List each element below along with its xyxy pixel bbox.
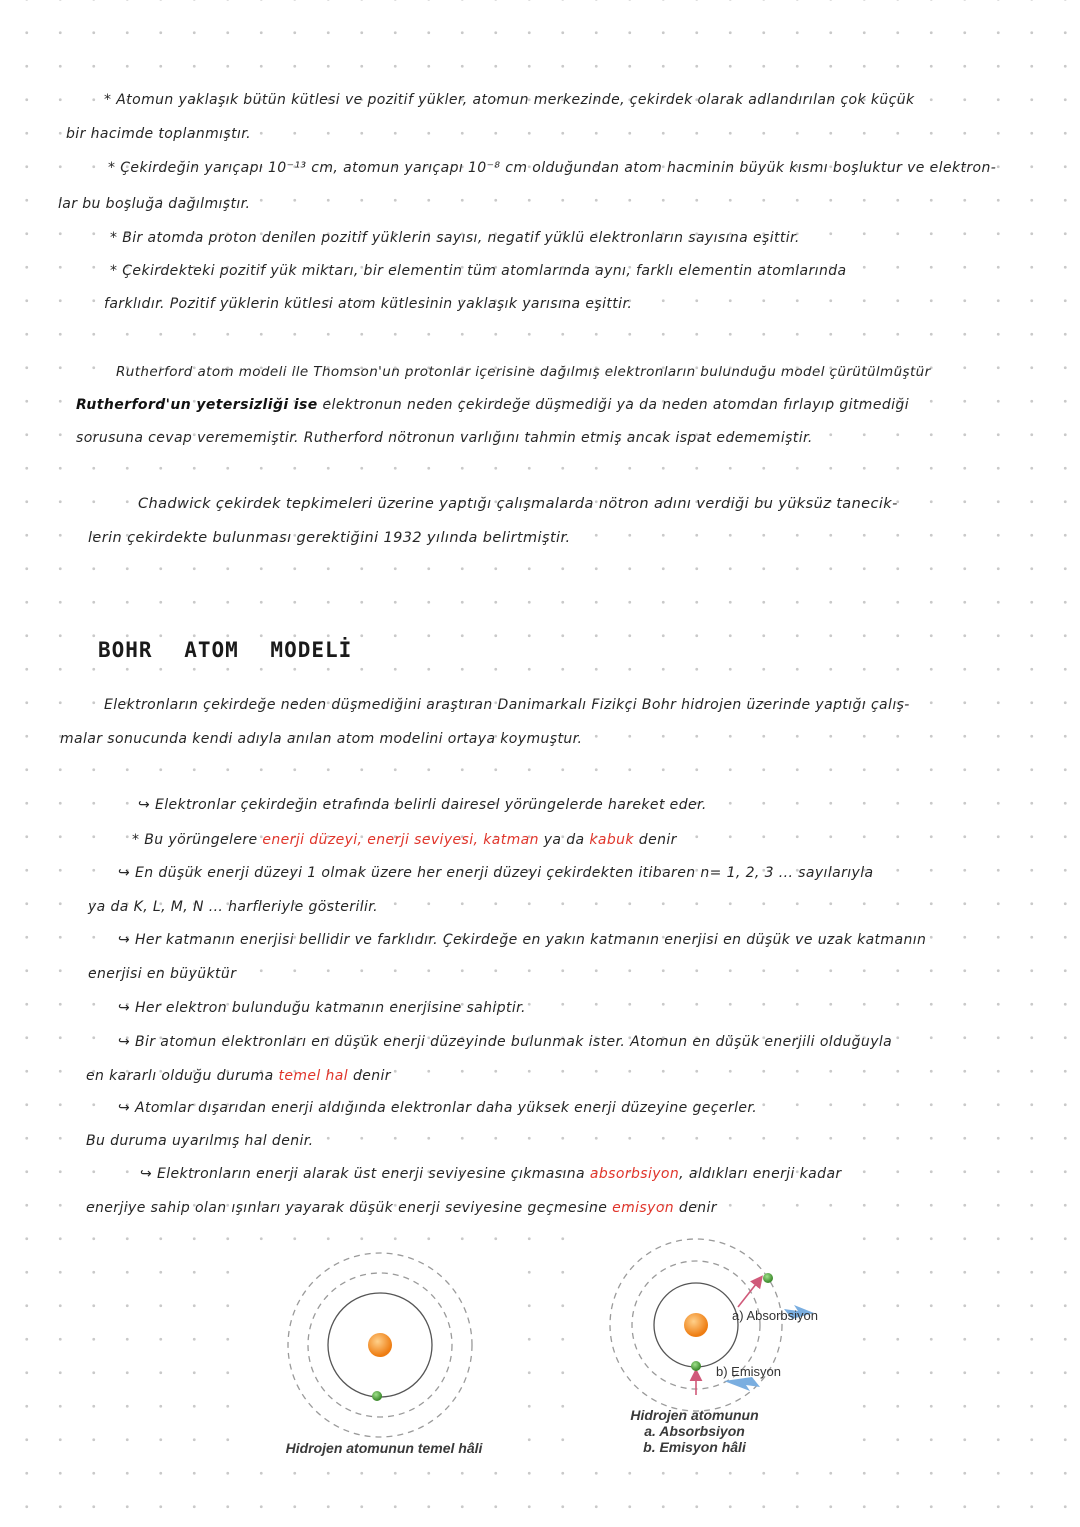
- note-line-3: * Çekirdeğin yarıçapı 10⁻¹³ cm, atomun yarıçapı 10⁻⁸ cm olduğundan atom hacminin büyük kısmı boşluktur ve elektron-: [108, 160, 997, 176]
- absorption-highlight: absorbsiyon: [589, 1166, 680, 1182]
- note-line-5: * Bir atomda proton denilen pozitif yüklerin sayısı, negatif yüklü elektronların sayısına eşittir.: [110, 230, 800, 246]
- bullet-ground-state: ↪ Bir atomun elektronları en düşük enerji düzeyinde bulunmak ister. Atomun en düşük enerjili olduğuyla: [118, 1034, 893, 1050]
- ground-state-suffix: denir: [352, 1068, 391, 1084]
- rutherford-line-2-rest: elektronun neden çekirdeğe düşmediği ya da neden atomdan fırlayıp gitmediği: [322, 397, 910, 413]
- emission-prefix: enerjiye sahip olan ışınları yayarak düşük enerji seviyesine geçmesine: [86, 1200, 608, 1216]
- bullet-absorption: [140, 1166, 842, 1182]
- absorption-emission-figure: [592, 1233, 842, 1463]
- absorption-caption-3: b. Emisyon hâli: [643, 1439, 746, 1455]
- bohr-intro-line-1: Elektronların çekirdeğe neden düşmediğini araştıran Danimarkalı Fizikçi Bohr hidrojen üzerinde yaptığı çalış-: [104, 697, 910, 713]
- ground-state-highlight: temel hal: [278, 1068, 349, 1084]
- emission-suffix: denir: [678, 1200, 717, 1216]
- orbit-names-highlight: enerji düzeyi, enerji seviyesi, katman: [262, 832, 539, 848]
- bullet-layer-energy: ↪ Her katmanın enerjisi bellidir ve farklıdır. Çekirdeğe en yakın katmanın enerjisi en düşük ve uzak katmanın: [118, 932, 927, 948]
- orbit-names-mid: ya da: [543, 832, 585, 848]
- bullet-excited-cont: Bu duruma uyarılmış hal denir.: [86, 1133, 314, 1149]
- orbit-names-prefix: * Bu yörüngelere: [132, 832, 258, 848]
- electron: [372, 1391, 382, 1401]
- note-line-2: bir hacimde toplanmıştır.: [66, 126, 252, 142]
- note-line-7: farklıdır. Pozitif yüklerin kütlesi atom kütlesinin yaklaşık yarısına eşittir.: [104, 296, 633, 312]
- page-title: BOHR ATOM MODELİ: [98, 638, 353, 662]
- ground-electron: [691, 1361, 701, 1371]
- bullet-orbit-names: [132, 832, 677, 848]
- excited-electron: [763, 1273, 773, 1283]
- rutherford-line-3: sorusuna cevap verememiştir. Rutherford nötronun varlığını tahmin etmiş ancak ispat edememiştir.: [76, 430, 813, 446]
- rutherford-line-1: Rutherford atom modeli ile Thomson'un protonlar içerisine dağılmış elektronların bulunduğu model çürütülmüştür: [116, 364, 931, 380]
- bullet-energy-levels: ↪ En düşük enerji düzeyi 1 olmak üzere her enerji düzeyi çekirdekten itibaren n= 1, 2, 3 ... sayılarıyla: [118, 865, 874, 881]
- chadwick-line-1: Chadwick çekirdek tepkimeleri üzerine yaptığı çalışmalarda nötron adını verdiği bu yüksüz tanecik-: [138, 496, 898, 512]
- emission-wave-icon: [724, 1377, 760, 1391]
- ground-state-prefix: en kararlı olduğu duruma: [86, 1068, 274, 1084]
- bullet-energy-levels-cont: ya da K, L, M, N ... harfleriyle gösterilir.: [88, 899, 379, 915]
- ground-state-diagram: [256, 1250, 508, 1462]
- bullet-layer-energy-cont: enerjisi en büyüktür: [88, 966, 237, 982]
- nucleus: [684, 1313, 708, 1337]
- note-line-1: * Atomun yaklaşık bütün kütlesi ve pozitif yükler, atomun merkezinde, çekirdek olarak adlandırılan çok küçük: [104, 92, 915, 108]
- note-line-4: lar bu boşluğa dağılmıştır.: [58, 196, 251, 212]
- chadwick-line-2: lerin çekirdekte bulunması gerektiğini 1932 yılında belirtmiştir.: [88, 530, 571, 546]
- absorption-caption-2: a. Absorbsiyon: [644, 1423, 745, 1439]
- absorption-caption-1: Hidrojen atomunun: [630, 1407, 759, 1423]
- absorption-label: a) Absorbsiyon: [732, 1308, 818, 1323]
- note-line-6: * Çekirdekteki pozitif yük miktarı, bir elementin tüm atomlarında aynı, farklı elementin atomlarında: [110, 263, 847, 279]
- orbit-names-highlight-2: kabuk: [589, 832, 634, 848]
- ground-state-caption: Hidrojen atomunun temel hâli: [285, 1440, 483, 1456]
- rutherford-weakness-label: Rutherford'un yetersizliği ise: [76, 397, 318, 413]
- bullet-excited: ↪ Atomlar dışarıdan enerji aldığında elektronlar daha yüksek enerji düzeyine geçerler.: [118, 1100, 758, 1116]
- orbit-names-suffix: denir: [638, 832, 677, 848]
- bullet-emission: [86, 1200, 717, 1216]
- nucleus: [368, 1333, 392, 1357]
- emission-label: b) Emisyon: [716, 1364, 782, 1379]
- bullet-ground-state-cont: [86, 1068, 391, 1084]
- rutherford-line-2: [76, 397, 909, 413]
- absorption-prefix: ↪ Elektronların enerji alarak üst enerji seviyesine çıkmasına: [140, 1166, 586, 1182]
- bullet-electron-energy: ↪ Her elektron bulunduğu katmanın enerjisine sahiptir.: [118, 1000, 526, 1016]
- bullet-orbits: ↪ Elektronlar çekirdeğin etrafında belirli dairesel yörüngelerde hareket eder.: [138, 797, 707, 813]
- ground-state-figure: [256, 1250, 508, 1462]
- absorption-suffix: , aldıkları enerji kadar: [679, 1166, 842, 1182]
- bohr-intro-line-2: malar sonucunda kendi adıyla anılan atom modelini ortaya koymuştur.: [60, 731, 583, 747]
- emission-highlight: emisyon: [612, 1200, 675, 1216]
